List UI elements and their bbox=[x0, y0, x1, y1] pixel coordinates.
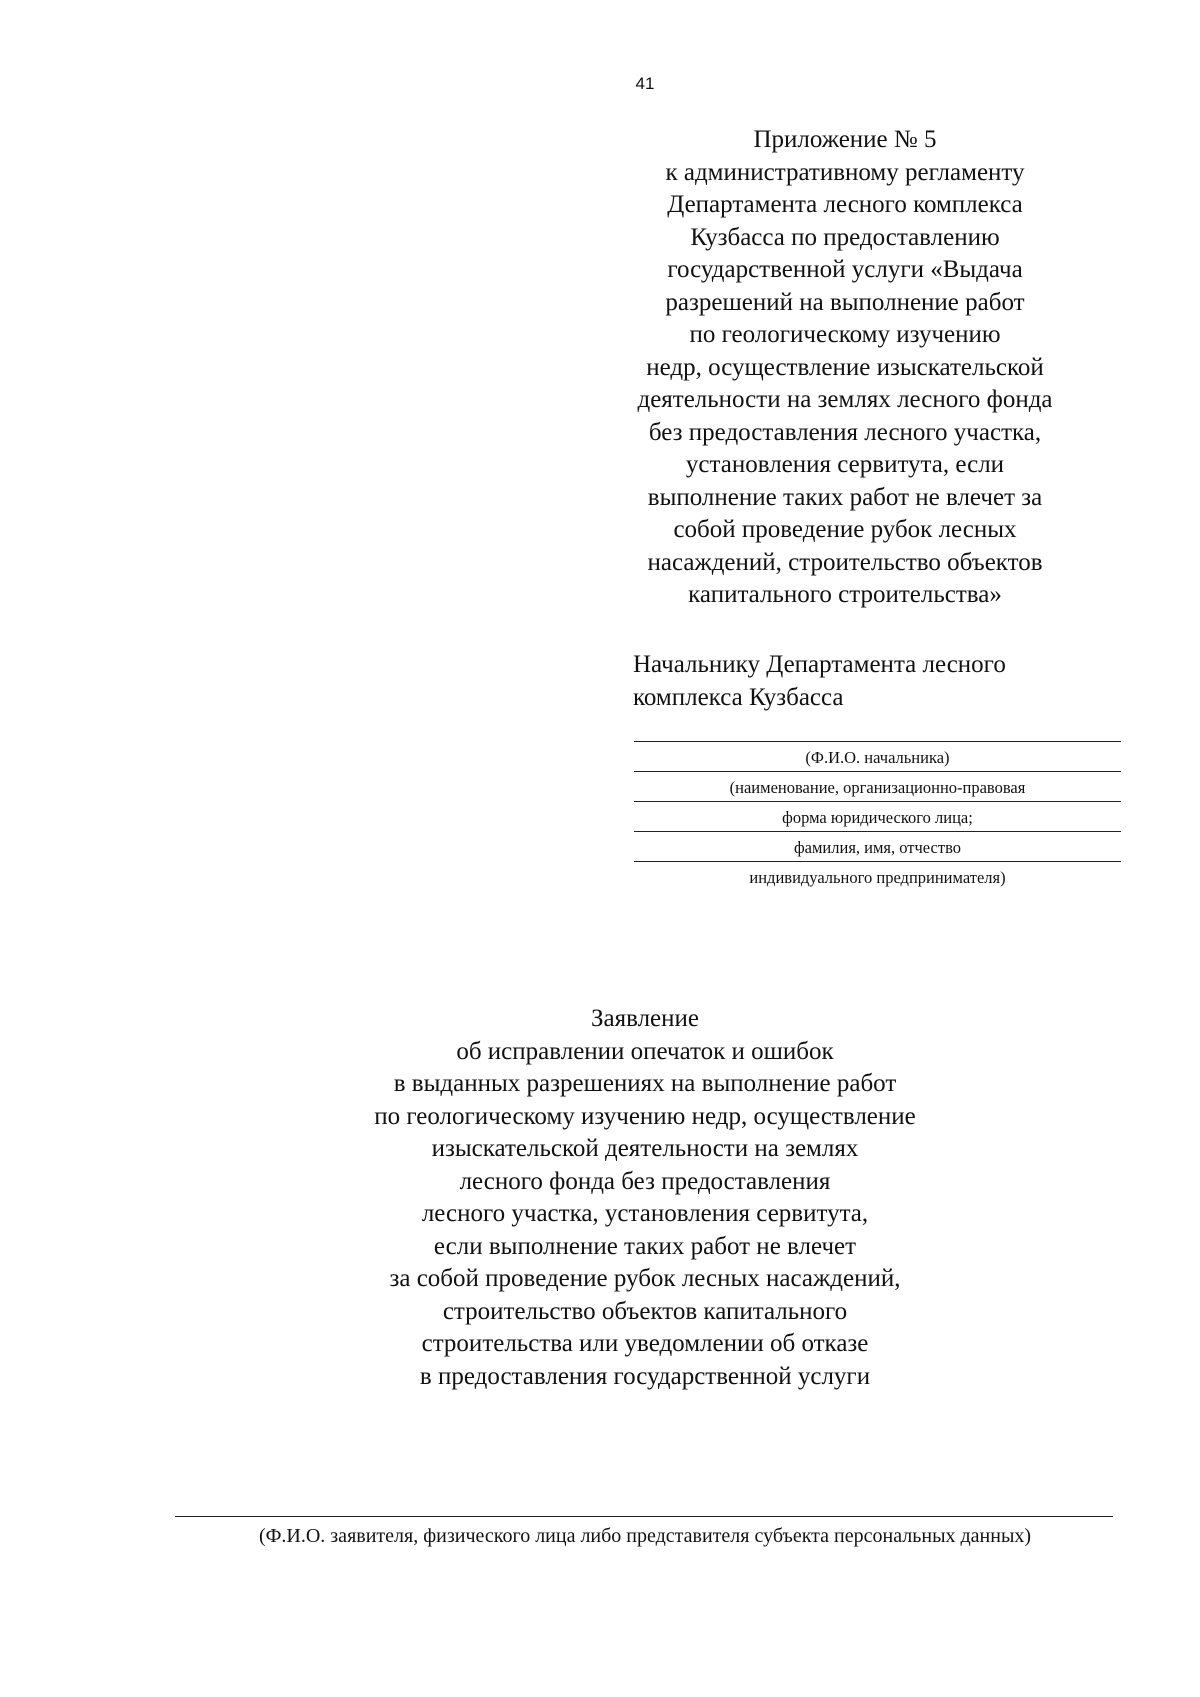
appendix-line: капитального строительства» bbox=[688, 581, 1002, 608]
field-legal-form bbox=[634, 801, 1121, 831]
addressee-line: Начальнику Департамента лесного bbox=[633, 651, 1006, 678]
field-entrepreneur bbox=[634, 861, 1121, 891]
field-head-name bbox=[634, 741, 1121, 771]
field-caption: индивидуального предпринимателя) bbox=[749, 868, 1006, 887]
field-organization-name bbox=[634, 771, 1121, 801]
title-line: по геологическому изучению недр, осуществление bbox=[374, 1102, 916, 1130]
page-number: 41 bbox=[635, 74, 655, 93]
title-line: строительства или уведомлении об отказе bbox=[421, 1330, 869, 1357]
document-title bbox=[235, 1003, 1055, 1393]
field-caption: (Ф.И.О. начальника) bbox=[805, 748, 950, 767]
appendix-line: собой проведение рубок лесных bbox=[673, 516, 1017, 543]
appendix-line: Департамента лесного комплекса bbox=[667, 191, 1023, 218]
title-line: строительство объектов капитального bbox=[442, 1297, 848, 1325]
appendix-line: государственной услуги «Выдача bbox=[667, 256, 1023, 283]
appendix-line: насаждений, строительство объектов bbox=[647, 548, 1043, 576]
field-full-name bbox=[634, 831, 1121, 861]
appendix-line: выполнение таких работ не влечет за bbox=[647, 483, 1043, 511]
appendix-line: деятельности на землях лесного фонда bbox=[637, 386, 1053, 413]
title-line: Заявление bbox=[590, 1005, 700, 1032]
appendix-line: по геологическому изучению bbox=[689, 321, 1001, 348]
title-line: в предоставления государственной услуги bbox=[419, 1362, 871, 1390]
field-caption: фамилия, имя, отчество bbox=[793, 838, 962, 857]
appendix-line: недр, осуществление изыскательской bbox=[646, 353, 1044, 381]
appendix-line: Кузбасса по предоставлению bbox=[690, 223, 1000, 251]
appendix-header bbox=[605, 124, 1085, 612]
appendix-line: к административному регламенту bbox=[665, 158, 1025, 186]
title-line: об исправлении опечаток и ошибок bbox=[456, 1037, 834, 1065]
title-line: если выполнение таких работ не влечет bbox=[433, 1232, 857, 1260]
applicant-field bbox=[175, 1516, 1115, 1549]
title-line: изыскательской деятельности на землях bbox=[431, 1135, 859, 1162]
appendix-line: без предоставления лесного участка, bbox=[648, 418, 1042, 446]
appendix-line: установления сервитута, если bbox=[685, 451, 1005, 478]
title-line: в выданных разрешениях на выполнение работ bbox=[393, 1070, 897, 1097]
title-line: лесного фонда без предоставления bbox=[459, 1167, 831, 1195]
appendix-line: разрешений на выполнение работ bbox=[665, 288, 1025, 316]
addressee-fields bbox=[634, 741, 1121, 891]
addressee-line: комплекса Кузбасса bbox=[633, 684, 844, 711]
title-line: лесного участка, установления сервитута, bbox=[421, 1200, 869, 1227]
title-line: за собой проведение рубок лесных насаждений, bbox=[389, 1265, 901, 1292]
applicant-caption: (Ф.И.О. заявителя, физического лица либо представителя субъекта персональных данных) bbox=[258, 1525, 1032, 1547]
field-caption: (наименование, организационно-правовая bbox=[729, 778, 1026, 797]
field-caption: форма юридического лица; bbox=[782, 808, 973, 827]
addressee bbox=[633, 648, 1153, 714]
appendix-line: Приложение № 5 bbox=[753, 126, 937, 153]
